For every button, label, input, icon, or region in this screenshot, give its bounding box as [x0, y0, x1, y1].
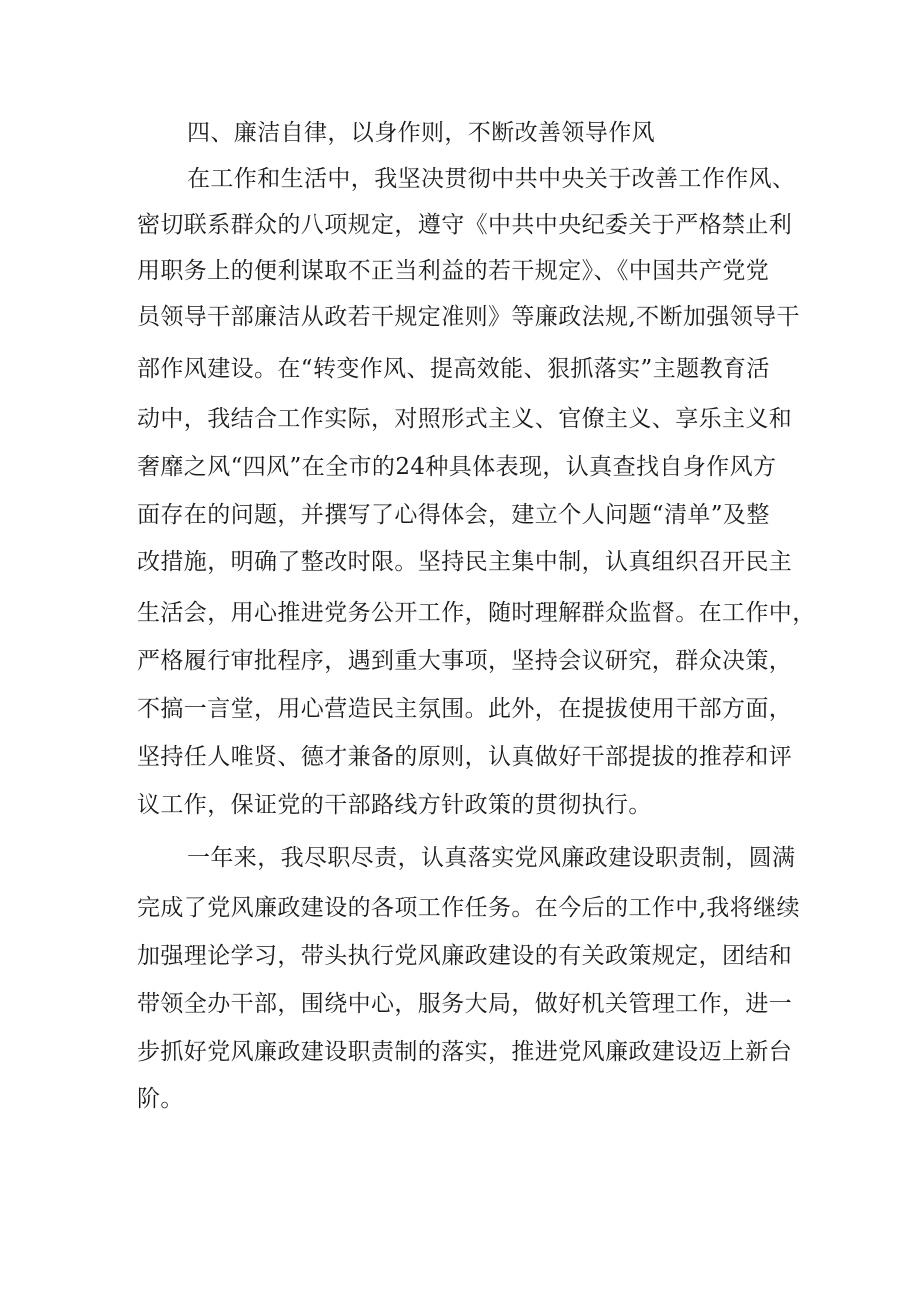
paragraph-2-line-3: 加强理论学习，带头执行党风廉政建设的有关政策规定，团结和 — [137, 943, 793, 969]
paragraph-1-line-9: 改措施，明确了整改时限。坚持民主集中制，认真组织召开民主 — [137, 549, 793, 575]
paragraph-1-line-13: 坚持任人唯贤、德才兼备的原则，认真做好干部提拔的推荐和评 — [137, 744, 793, 770]
paragraph-2-line-4: 带领全办干部，围绕中心，服务大局，做好机关管理工作，进一 — [137, 991, 793, 1017]
paragraph-1-line-8: 面存在的问题，并撰写了心得体会，建立个人问题“清单”及整 — [137, 502, 770, 528]
paragraph-1-line-2: 密切联系群众的八项规定，遵守《中共中央纪委关于严格禁止利 — [137, 212, 793, 238]
paragraph-2-line-1: 一年来，我尽职尽责，认真落实党风廉政建设职责制，圆满 — [187, 845, 796, 871]
paragraph-1-line-10: 生活会，用心推进党务公开工作，随时理解群众监督。在工作中， — [137, 600, 816, 626]
paragraph-1-line-7: 奢靡之风“四风”在全市的24种具体表现，认真查找自身作风方 — [137, 454, 777, 480]
paragraph-2-line-2: 完成了党风廉政建设的各项工作任务。在今后的工作中,我将继续 — [137, 895, 800, 921]
paragraph-1-line-1: 在工作和生活中，我坚决贯彻中共中央关于改善工作作风、 — [187, 166, 796, 192]
paragraph-1-line-12: 不搞一言堂，用心营造民主氛围。此外，在提拔使用干部方面， — [137, 696, 793, 722]
section-heading: 四、廉洁自律，以身作则，不断改善领导作风 — [187, 120, 655, 146]
paragraph-1-line-11: 严格履行审批程序，遇到重大事项，坚持会议研究，群众决策， — [137, 648, 793, 674]
paragraph-1-line-4: 员领导干部廉洁从政若干规定准则》等廉政法规,不断加强领导干 — [137, 304, 800, 330]
paragraph-1-line-3: 用职务上的便利谋取不正当利益的若干规定》、《中国共产党党 — [137, 258, 770, 284]
paragraph-2-line-6: 阶。 — [137, 1086, 184, 1112]
paragraph-1-line-5: 部作风建设。在“转变作风、提高效能、狠抓落实”主题教育活 — [137, 356, 770, 382]
paragraph-1-line-14: 议工作，保证党的干部路线方针政策的贯彻执行。 — [137, 792, 652, 818]
paragraph-1-line-6: 动中，我结合工作实际，对照形式主义、官僚主义、享乐主义和 — [137, 406, 793, 432]
paragraph-2-line-5: 步抓好党风廉政建设职责制的落实，推进党风廉政建设迈上新台 — [137, 1039, 793, 1065]
